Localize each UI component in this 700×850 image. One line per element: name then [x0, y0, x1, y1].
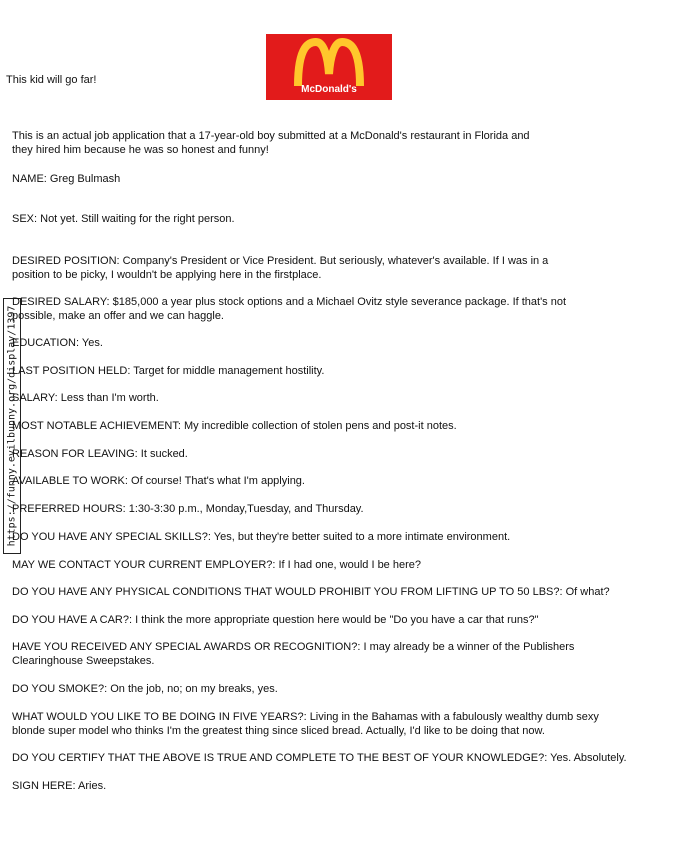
field-value: Of what? — [565, 586, 610, 598]
field-label: MOST NOTABLE ACHIEVEMENT: — [12, 420, 184, 432]
field-label: AVAILABLE TO WORK: — [12, 475, 132, 487]
field-label: SEX: — [12, 213, 41, 225]
application-field — [12, 751, 672, 765]
field-value: $185,000 a year plus stock options and a Michael Ovitz style severance package. If that's not possible, make an offer and we can haggle. — [12, 296, 567, 322]
application-field — [12, 640, 612, 668]
application-field — [12, 530, 672, 544]
intro-paragraph: This is an actual job application that a 17-year-old boy submitted at a McDonald's restaurant in Florida and they hired him because he was so honest and funny! — [12, 130, 530, 156]
field-label: PREFERRED HOURS: — [12, 503, 129, 515]
source-url: https://funny.evilbunny.org/display/1397 — [6, 305, 18, 547]
application-field — [12, 613, 672, 627]
logo-text: McDonald's — [301, 84, 357, 95]
field-value: Target for middle management hostility. — [133, 365, 325, 377]
field-value: I may already be a winner of the Publishers Clearinghouse Sweepstakes. — [12, 641, 575, 667]
application-field — [12, 474, 672, 488]
field-label: WHAT WOULD YOU LIKE TO BE DOING IN FIVE YEARS?: — [12, 711, 310, 723]
field-label: EDUCATION: — [12, 337, 82, 349]
field-label: DO YOU HAVE ANY PHYSICAL CONDITIONS THAT WOULD PROHIBIT YOU FROM LIFTING UP TO 50 LBS?: — [12, 586, 566, 598]
field-label: DESIRED SALARY: — [12, 296, 113, 308]
application-field — [12, 364, 672, 378]
field-value: Yes. — [81, 337, 103, 349]
field-label: DO YOU SMOKE?: — [12, 683, 111, 695]
field-value: Living in the Bahamas with a fabulously wealthy dumb sexy blonde super model who thinks I'm the greatest thing since sliced bread. Actually, I'd like to be doing that now. — [12, 711, 599, 737]
application-field — [12, 391, 672, 405]
field-value: It sucked. — [140, 448, 188, 460]
application-field — [12, 779, 672, 793]
field-value: 1:30-3:30 p.m., Monday,Tuesday, and Thursday. — [128, 503, 364, 515]
field-value: My incredible collection of stolen pens and post-it notes. — [183, 420, 457, 432]
field-label: SIGN HERE: — [12, 780, 79, 792]
field-label: MAY WE CONTACT YOUR CURRENT EMPLOYER?: — [12, 559, 279, 571]
field-value: Yes, but they're better suited to a more intimate environment. — [213, 531, 511, 543]
field-value: Of course! That's what I'm applying. — [131, 475, 305, 487]
field-label: HAVE YOU RECEIVED ANY SPECIAL AWARDS OR RECOGNITION?: — [12, 641, 364, 653]
field-value: Yes. Absolutely. — [550, 752, 627, 764]
field-value: Greg Bulmash — [49, 173, 121, 185]
application-field — [12, 585, 672, 599]
field-label: DO YOU HAVE A CAR?: — [12, 614, 136, 626]
field-value: Company's President or Vice President. But seriously, whatever's available. If I was in a position to be picky, I wouldn't be applying here in the firstplace. — [12, 255, 549, 281]
field-value: If I had one, would I be here? — [278, 559, 421, 571]
field-label: NAME: — [12, 173, 50, 185]
application-field — [12, 502, 672, 516]
headline: This kid will go far! — [6, 74, 97, 86]
field-value: I think the more appropriate question here would be "Do you have a car that runs?" — [135, 614, 539, 626]
field-label: DESIRED POSITION: — [12, 255, 123, 267]
application-field — [12, 682, 672, 696]
application-field — [12, 212, 672, 226]
field-value: Less than I'm worth. — [60, 392, 159, 404]
field-label: DO YOU CERTIFY THAT THE ABOVE IS TRUE AND COMPLETE TO THE BEST OF YOUR KNOWLEDGE?: — [12, 752, 551, 764]
application-field — [12, 419, 672, 433]
application-field — [12, 295, 592, 323]
field-value: Aries. — [78, 780, 107, 792]
golden-arches-icon — [266, 34, 392, 100]
field-value: On the job, no; on my breaks, yes. — [110, 683, 278, 695]
application-field — [12, 710, 632, 738]
mcdonalds-logo — [266, 34, 392, 100]
field-label: REASON FOR LEAVING: — [12, 448, 141, 460]
field-label: SALARY: — [12, 392, 61, 404]
field-label: DO YOU HAVE ANY SPECIAL SKILLS?: — [12, 531, 214, 543]
application-field — [12, 336, 672, 350]
field-value: Not yet. Still waiting for the right person. — [40, 213, 235, 225]
application-field — [12, 447, 672, 461]
application-field — [12, 558, 672, 572]
application-field — [12, 254, 582, 282]
field-label: LAST POSITION HELD: — [12, 365, 134, 377]
application-field — [12, 172, 672, 186]
